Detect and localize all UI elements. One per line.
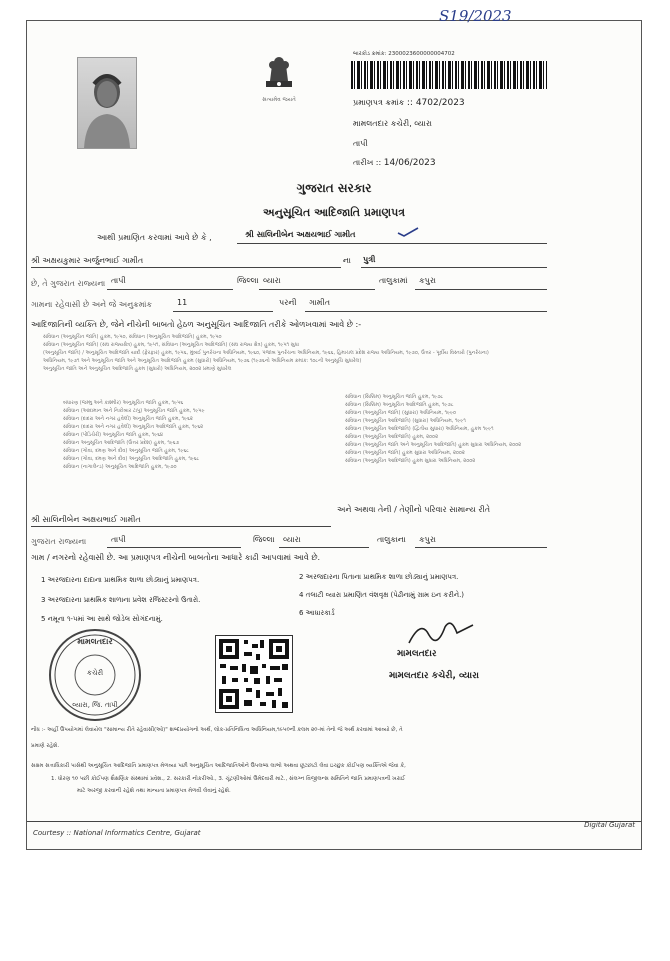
- order-item: સંવિધાન (સિક્કિમ) અનુસૂચિત જાતિ હુકમ, ૧૯૭૮: [345, 394, 444, 400]
- recognition-statement: આદિજાતિની વ્યક્તિ છે, જેને નીચેની બાબતો હેઠળ અનુસૂચિત આદિજાતિ તરીકે ઓળખવામાં આવે છે :-: [31, 320, 362, 329]
- district-name: તાપી: [111, 276, 126, 285]
- emblem-caption: સત્યમેવ જયતે: [262, 97, 296, 103]
- handwritten-reference: S19/2023: [439, 7, 512, 25]
- lower-district-label: જિલ્લા: [253, 535, 275, 544]
- order-line: (અનુસૂચિત જાતિ) / અનુસૂચિત આદિજાતિ યાદી (ફેરફાર) હુકમ, ૧૯૫૬, મુંબઈ પુનર્રચના અધિનિયમ, ૧૯૬૦, પંજાબ પુનર્રચના અધિનિયમ, ૧૯૬૬, હિમાચલ પ્રદેશ રાજ્ય અધિનિયમ, ૧૯૭૦, ઉત્તર - પૂર્વીય વિસ્તારો (પુનર્રચના): [43, 350, 489, 356]
- order-item: સંવિધાન (અનુસૂચિત આદિજાતિ) હુકમ, ૨૦૦૨: [345, 434, 439, 440]
- lower-state-prefix: ગુજરાત રાજ્યના: [31, 537, 87, 546]
- order-item: સંવિધાન અનુસૂચિત આદિજાતિ (ઉત્તર પ્રદેશ) હુકમ, ૧૯૬૭: [63, 440, 180, 446]
- lower-holder-name: શ્રી સાલિનીબેન અક્ષયભાઈ ગામીત: [31, 515, 141, 524]
- orders-right-column: [345, 393, 605, 465]
- document-item: 6 આધારકાર્ડ: [299, 609, 335, 617]
- order-line: સંવિધાન (અનુસૂચિત જાતિ) (સંઘ રાજ્યક્ષેત્ર) હુકમ, ૧૯૫૧, સંવિધાન (અનુસૂચિત આદિજાતિ) (સંઘ રાજ્ય ક્ષેત્ર) હુકમ, ૧૯૫૧ સુધા: [43, 342, 299, 348]
- order-item: સંવિધાન (અનુસૂચિત જાતિ અને અનુસૂચિત આદિજાતિ) હુકમ સુધારા અધિનિયમ, ૨૦૦૨: [345, 442, 522, 448]
- tick-mark-icon: [397, 226, 419, 238]
- lower-taluka-label: તાલુકાના: [377, 535, 406, 544]
- relation-label: ના: [343, 256, 351, 265]
- order-item: સંવિધાન (સિક્કિમ) અનુસૂચિત આદિજાતિ હુકમ, ૧૯૭૮: [345, 402, 454, 408]
- caste-label: પરની: [279, 298, 297, 307]
- order-item: સંવિધાન (અનુસૂચિત આદિજાતિ) હુકમ સુધારા અધિનિયમ, ૨૦૦૨: [345, 458, 476, 464]
- certificate-sheet: [26, 7, 642, 850]
- footnote-line: 1. ધોરણ ૧૦ પછી કોઈપણ શૈક્ષણિક સંસ્થામાં પ્રવેશ., 2. સરકારી નોકરીઓ., 3. ચૂંટણીઓમાં ઉમેદવારી માટે., સંલગ્ન વિજીલન્સ સમિતિને જાતિ પ્રમાણપત્રની ખરાઈ: [51, 776, 406, 782]
- state-prefix: છે, તે ગુજરાત રાજ્યના: [31, 279, 106, 288]
- order-line: સંવિધાન (અનુસૂચિત જાતિ) હુકમ, ૧૯૫૦, સંવિધાન (અનુસૂચિત આદિજાતિ) હુકમ, ૧૯૫૦: [43, 334, 222, 340]
- caste-value: ગામીત: [309, 298, 331, 307]
- barcode: [351, 61, 547, 89]
- order-item: સંવિધાન (અનુસૂચિત આદિજાતિ) (દ્વિતીય સુધારા) અધિનિયમ, હુકમ ૧૯૯૧: [345, 426, 494, 432]
- footer-brand: Digital Gujarat: [584, 821, 635, 829]
- document-title: અનુસૂચિત આદિજાતિ પ્રમાણપત્ર: [262, 206, 406, 219]
- footnote-line: પ્રમાણે રહેશે.: [31, 743, 60, 749]
- barcode-label: બારકોડ ક્રમાંક: 2300023600000004702: [353, 51, 455, 57]
- order-item: સંવિધાન (અનુસૂચિત આદિજાતિ) (સુધારા) અધિનિયમ, ૧૯૯૧: [345, 418, 466, 424]
- document-item: 3 અરજદારના પ્રાથમિક શાળાના પ્રવેશ રજિસ્ટરનો ઉતારો.: [41, 596, 201, 604]
- footnote-line: માટે અરજી કરવાની રહેશે તથા માન્યતા પ્રમાણપત્ર મેળવી લેવાનું રહેશે.: [77, 788, 231, 794]
- district-label: જિલ્લા: [237, 276, 259, 285]
- government-title: ગુજરાત સરકાર: [296, 181, 372, 195]
- lower-town-name: વ્યારા: [283, 535, 301, 544]
- certificate-number-label: પ્રમાણપત્ર ક્રમાંક: [353, 98, 405, 107]
- footer-courtesy: Courtesy :: National Informatics Centre, Gujarat: [33, 829, 201, 837]
- entry-number: 11: [177, 298, 188, 307]
- lower-district-name: તાપી: [111, 535, 126, 544]
- entry-label: ગામના રહેવાસી છે અને જે અનુક્રમાંક: [31, 300, 153, 309]
- orders-block: [43, 333, 603, 373]
- certificate-date: 14/06/2023: [383, 158, 436, 168]
- certificate-number-row: [353, 98, 465, 108]
- footnote-line: સક્ષમ સત્તાધિકારી પાસેથી અનુસૂચિત આદિજાતિ પ્રમાણપત્ર મેળવ્યા પછી અનુસૂચિત આદિજાતિઓને ઉપલબ્ધ લાભો અથવા છૂટછાટો લેવા ઇચ્છુક કોઈપણ વ્યક્તિએ જેવા કે,: [31, 763, 406, 769]
- order-item: સંવિધાન (ગોવા, દમણ અને દીવ) અનુસૂચિત આદિજાતિ હુકમ, ૧૯૬૮: [63, 456, 200, 462]
- stamp-top-text: મામલતદાર: [77, 637, 113, 646]
- parent-name: શ્રી અક્ષયકુમાર અર્જુનભાઈ ગામીત: [31, 256, 144, 265]
- qr-code-icon: [216, 636, 292, 712]
- signature-mark-icon: [403, 615, 483, 649]
- order-item: સંવિધાન (દાદરા અને નગર હવેલી) અનુસૂચિત જાતિ હુકમ, ૧૯૬૨: [63, 416, 193, 422]
- order-item: સંવિધાન (અનુસૂચિત જાતિ) (સુધારા) અધિનિયમ, ૧૯૯૦: [345, 410, 457, 416]
- order-line: અનુસૂચિત જાતિ અને અનુસૂચિત આદિજાતિ હુકમ (સુધારો) અધિનિયમ, ૨૦૦૨ પ્રમાણે સુધારેલ: [43, 366, 232, 372]
- stamp-bottom-text: વ્યારા, જિ. તાપી: [72, 701, 118, 709]
- town-name: વ્યારા: [263, 276, 281, 285]
- footer-divider: [27, 821, 641, 822]
- certificate-date-row: [353, 158, 436, 168]
- order-item: સંવિધાન (પોંડિચેરી) અનુસૂચિત જાતિ હુકમ, ૧૯૬૪: [63, 432, 164, 438]
- document-item: 1 અરજદારના દાદાના પ્રાથમિક શાળા છોડ્યાનું પ્રમાણપત્ર.: [41, 576, 200, 584]
- emblem: [249, 53, 309, 104]
- village-name: કપુરા: [419, 276, 436, 285]
- stamp-middle-text: કચેરી: [86, 669, 104, 677]
- lower-village-name: કપુરા: [419, 535, 436, 544]
- issuing-office: મામલતદાર કચેરી, વ્યારા: [353, 119, 432, 128]
- document-item: 5 નમૂના ૧-૫માં આ સાથે જોડેલ સોગંદનામું.: [41, 615, 163, 623]
- basis-statement: ગામ / નગરનો રહેવાસી છે. આ પ્રમાણપત્ર નીચેની બાબતોના આધારે કાઢી આપવામાં આવે છે.: [31, 553, 321, 562]
- ashoka-emblem-icon: [260, 53, 298, 93]
- orders-left-column: [63, 399, 303, 471]
- date-label: તારીખ ::: [353, 158, 382, 167]
- order-item: સંવિધાન (અનુસૂચિત જાતિ) હુકમ સુધારા અધિનિયમ, ૨૦૦૨: [345, 450, 465, 456]
- order-line: અધિનિયમ, ૧૯૭૧ અને અનુસૂચિત જાતિ અને અનુસૂચિત આદિજાતિ હુકમ (સુધારો) અધિનિયમ, ૧૯૭૬ (૧૯૭૬નો અધિનિયમ ક્રમાંક: ૧૦૮ની અનુસૂચિ સુધારેલ): [43, 358, 362, 364]
- qr-code: [215, 635, 293, 713]
- signatory-office: મામલતદાર કચેરી, વ્યારા: [389, 671, 479, 681]
- order-item: સંવિધાન (ગોવા, દમણ અને દીવ) અનુસૂચિત જાતિ હુકમ, ૧૯૬૮: [63, 448, 190, 454]
- family-text: અને અથવા તેની / તેણીનો પરિવાર સામાન્ય રીતે: [337, 505, 491, 514]
- person-silhouette-icon: [78, 58, 136, 148]
- order-item: સંવિધાન (દાદરા અને નગર હવેલી) અનુસૂચિત આદિજાતિ હુકમ, ૧૯૬૨: [63, 424, 204, 430]
- footnote-line: નોંધ :- અહીં ઉપયોગમાં લેવાયેલ "સામાન્ય રીતે રહેવાસી(ઓ)" શબ્દપ્રયોગનો અર્થ, લોક-પ્રતિનિધિત્વ અધિનિયમ,૧૯૫૦ની કલમ ૨૦-માં તેનો જે અર્થ કરવામાં આવ્યો છે, તે: [31, 727, 403, 733]
- order-item: બંધારણ (જમ્મુ અને કાશ્મીર) અનુસૂચિત જાતિ હુકમ, ૧૯૫૬: [63, 400, 184, 406]
- order-item: સંવિધાન (નાગાલેન્ડ) અનુસૂચિત આદિજાતિ હુકમ, ૧૯૭૦: [63, 464, 177, 470]
- issuing-district: તાપી: [353, 139, 368, 148]
- office-stamp: [47, 627, 143, 723]
- signatory-title: મામલતદાર: [397, 649, 437, 659]
- certificate-number: :: 4702/2023: [406, 98, 465, 108]
- document-item: 4 તલાટી વ્યારા પ્રમાણિત વંશવૃક્ષ (પેઢીનામું ગ્રામ ઇન કરીને.): [299, 591, 465, 599]
- holder-name: શ્રી સાલિનીબેન અક્ષયભાઈ ગામીત: [245, 230, 356, 239]
- order-item: સંવિધાન (આંદામાન અને નિકોબાર ટાપુ) અનુસૂચિત જાતિ હુકમ, ૧૯૫૯: [63, 408, 205, 414]
- document-item: 2 અરજદારના પિતાના પ્રાથમિક શાળા છોડ્યાનું પ્રમાણપત્ર.: [299, 573, 459, 581]
- relation-value: પુત્રી: [363, 255, 376, 264]
- certify-prefix: આથી પ્રમાણિત કરવામાં આવે છે કે ,: [97, 233, 212, 242]
- applicant-photo: [77, 57, 137, 149]
- taluka-label: તાલુકામાં: [379, 276, 408, 285]
